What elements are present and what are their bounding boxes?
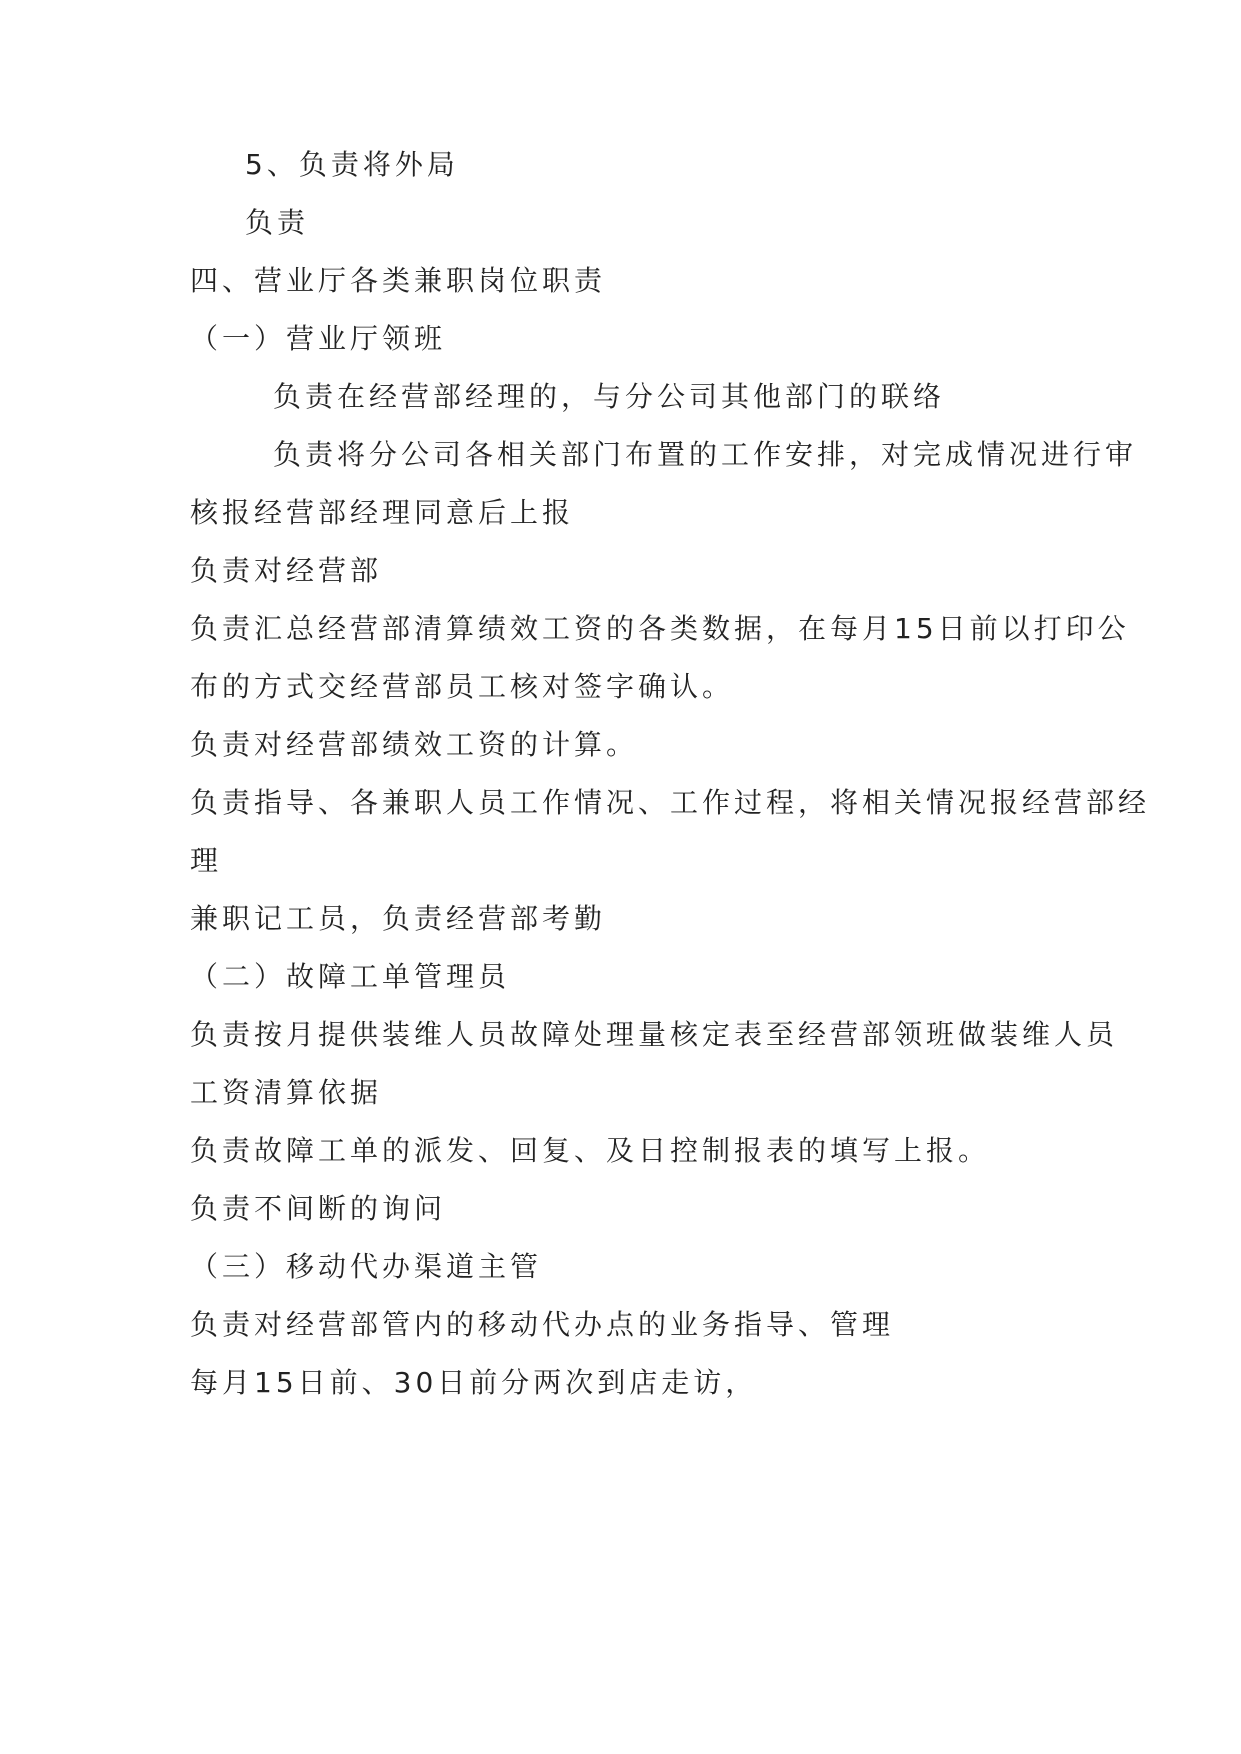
text-line: 负责按月提供装维人员故障处理量核定表至经营部领班做装维人员: [190, 1018, 1119, 1051]
text-line: 负责对经营部绩效工资的计算。: [190, 728, 639, 761]
text-line: 负责对经营部: [190, 554, 383, 587]
text-line: 理: [190, 844, 223, 877]
text-line: 负责在经营部经理的，与分公司其他部门的联络: [273, 380, 946, 413]
text-line: 负责指导、各兼职人员工作情况、工作过程，将相关情况报经营部经: [190, 786, 1151, 819]
subsection-heading: （一）营业厅领班: [190, 322, 447, 355]
text-line: 每月15日前、30日前分两次到店走访，: [190, 1366, 758, 1399]
text-line: 负责: [245, 206, 310, 239]
subsection-heading: （三）移动代办渠道主管: [190, 1250, 543, 1283]
text-line: 负责将分公司各相关部门布置的工作安排，对完成情况进行审: [273, 438, 1138, 471]
text-line: 负责不间断的询问: [190, 1192, 447, 1225]
text-line: 负责故障工单的派发、回复、及日控制报表的填写上报。: [190, 1134, 991, 1167]
subsection-heading: （二）故障工单管理员: [190, 960, 511, 993]
text-line: 核报经营部经理同意后上报: [190, 496, 575, 529]
text-line: 负责汇总经营部清算绩效工资的各类数据，在每月15日前以打印公: [190, 612, 1130, 645]
section-heading: 四、营业厅各类兼职岗位职责: [190, 264, 607, 297]
text-line: 兼职记工员，负责经营部考勤: [190, 902, 607, 935]
text-line: 5、负责将外局: [245, 148, 459, 181]
text-line: 布的方式交经营部员工核对签字确认。: [190, 670, 735, 703]
text-line: 工资清算依据: [190, 1076, 383, 1109]
text-line: 负责对经营部管内的移动代办点的业务指导、管理: [190, 1308, 895, 1341]
